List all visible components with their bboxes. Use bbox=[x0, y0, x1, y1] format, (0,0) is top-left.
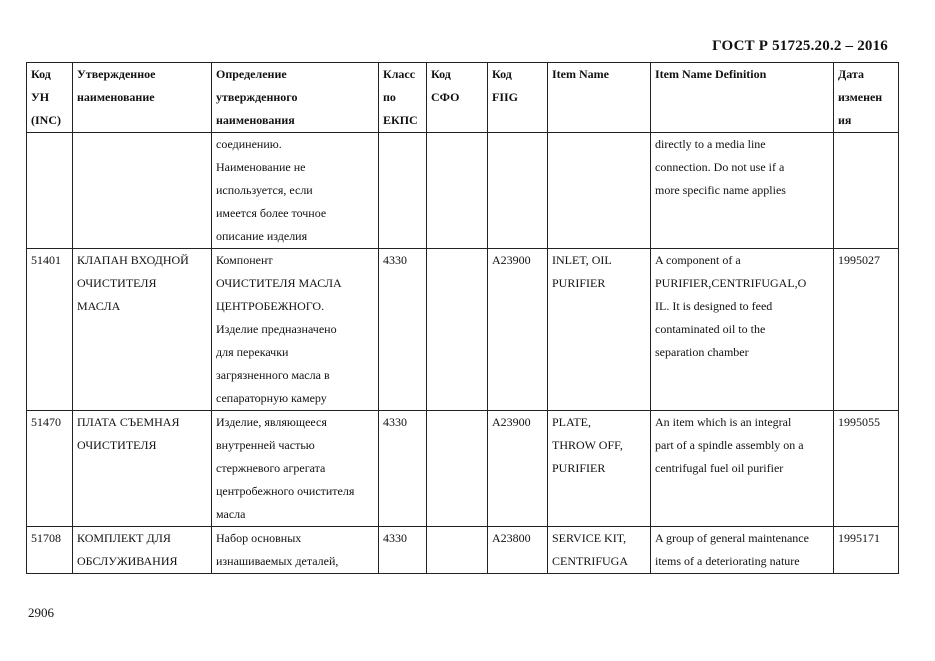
cell-line: центробежного очистителя bbox=[216, 484, 355, 498]
header-line: утвержденного bbox=[216, 90, 298, 104]
cell-line: 1995171 bbox=[838, 531, 880, 545]
cell-line: соединению. bbox=[216, 137, 282, 151]
cell-line: Наименование не bbox=[216, 160, 306, 174]
cell-line: используется, если bbox=[216, 183, 313, 197]
cell-line: КОМПЛЕКТ ДЛЯ bbox=[77, 531, 171, 545]
cell-line: directly to a media line bbox=[655, 137, 766, 151]
fiig-cell bbox=[488, 249, 548, 411]
cell-line: connection. Do not use if a bbox=[655, 160, 785, 174]
header-line: УН bbox=[31, 90, 50, 104]
header-line: Код bbox=[31, 67, 51, 81]
cell-line: 4330 bbox=[383, 253, 407, 267]
header-line: наименование bbox=[77, 90, 155, 104]
item-name-cell bbox=[548, 249, 651, 411]
cell-line: A23900 bbox=[492, 415, 531, 429]
change-date-cell bbox=[834, 527, 899, 574]
cell-line: масла bbox=[216, 507, 246, 521]
cell-line: загрязненного масла в bbox=[216, 368, 330, 382]
header-line: Item Name Definition bbox=[655, 67, 767, 81]
header-line: СФО bbox=[431, 90, 460, 104]
cell-line: внутренней частью bbox=[216, 438, 315, 452]
definition-cell bbox=[212, 249, 379, 411]
header-line: Утвержденное bbox=[77, 67, 156, 81]
header-col-fiig bbox=[488, 63, 548, 133]
table-row bbox=[27, 133, 899, 249]
header-col-item-name bbox=[548, 63, 651, 133]
header-line: Дата bbox=[838, 67, 864, 81]
definition-cell bbox=[212, 527, 379, 574]
change-date-cell bbox=[834, 133, 899, 249]
cell-line: ОЧИСТИТЕЛЯ МАСЛА bbox=[216, 276, 342, 290]
header-line: Определение bbox=[216, 67, 287, 81]
cell-line: THROW OFF, bbox=[552, 438, 623, 452]
header-col-class bbox=[379, 63, 427, 133]
cell-line: описание изделия bbox=[216, 229, 308, 243]
cell-line: стержневого агрегата bbox=[216, 461, 326, 475]
item-name-cell bbox=[548, 411, 651, 527]
header-line: Класс bbox=[383, 67, 416, 81]
change-date-cell bbox=[834, 411, 899, 527]
sfo-cell bbox=[427, 133, 488, 249]
cell-line: 4330 bbox=[383, 531, 407, 545]
class-cell bbox=[379, 411, 427, 527]
header-line: ЕКПС bbox=[383, 113, 418, 127]
header-line: FIIG bbox=[492, 90, 519, 104]
item-definition-cell bbox=[651, 133, 834, 249]
header-col-change-date bbox=[834, 63, 899, 133]
standard-designation: ГОСТ Р 51725.20.2 – 2016 bbox=[712, 38, 888, 54]
cell-line: 1995027 bbox=[838, 253, 880, 267]
cell-line: 51401 bbox=[31, 253, 61, 267]
cell-line: Изделие, являющееся bbox=[216, 415, 327, 429]
definition-cell bbox=[212, 411, 379, 527]
cell-line: part of a spindle assembly on a bbox=[655, 438, 804, 452]
cell-line: изнашиваемых деталей, bbox=[216, 554, 339, 568]
cell-line: items of a deteriorating nature bbox=[655, 554, 800, 568]
inc-cell bbox=[27, 133, 73, 249]
cell-line: CENTRIFUGA bbox=[552, 554, 629, 568]
item-definition-cell bbox=[651, 411, 834, 527]
inc-cell bbox=[27, 249, 73, 411]
item-definition-cell bbox=[651, 249, 834, 411]
cell-line: имеется более точное bbox=[216, 206, 327, 220]
item-definition-cell bbox=[651, 527, 834, 574]
header-line: изменен bbox=[838, 90, 883, 104]
definition-cell bbox=[212, 133, 379, 249]
cell-line: PURIFIER bbox=[552, 461, 606, 475]
cell-line: contaminated oil to the bbox=[655, 322, 766, 336]
cell-line: IL. It is designed to feed bbox=[655, 299, 773, 313]
header-line: (INC) bbox=[31, 113, 61, 127]
cell-line: МАСЛА bbox=[77, 299, 121, 313]
header-col-item-definition bbox=[651, 63, 834, 133]
change-date-cell bbox=[834, 249, 899, 411]
sfo-cell bbox=[427, 249, 488, 411]
cell-line: separation chamber bbox=[655, 345, 749, 359]
cell-line: Изделие предназначено bbox=[216, 322, 337, 336]
approved-name-cell bbox=[73, 133, 212, 249]
cell-line: A group of general maintenance bbox=[655, 531, 809, 545]
header-line: Код bbox=[431, 67, 451, 81]
class-cell bbox=[379, 133, 427, 249]
approved-name-cell bbox=[73, 411, 212, 527]
table-row bbox=[27, 411, 899, 527]
cell-line: 1995055 bbox=[838, 415, 880, 429]
cell-line: ОЧИСТИТЕЛЯ bbox=[77, 438, 157, 452]
cell-line: A23900 bbox=[492, 253, 531, 267]
cell-line: 4330 bbox=[383, 415, 407, 429]
cell-line: centrifugal fuel oil purifier bbox=[655, 461, 784, 475]
header-line: Item Name bbox=[552, 67, 609, 81]
approved-name-cell bbox=[73, 527, 212, 574]
cell-line: PLATE, bbox=[552, 415, 591, 429]
cell-line: PURIFIER bbox=[552, 276, 606, 290]
sfo-cell bbox=[427, 527, 488, 574]
header-col-definition bbox=[212, 63, 379, 133]
fiig-cell bbox=[488, 527, 548, 574]
cell-line: PURIFIER,CENTRIFUGAL,O bbox=[655, 276, 807, 290]
header-line: наименования bbox=[216, 113, 295, 127]
cell-line: Набор основных bbox=[216, 531, 302, 545]
item-name-cell bbox=[548, 133, 651, 249]
cell-line: ОБСЛУЖИВАНИЯ bbox=[77, 554, 178, 568]
cell-line: ЦЕНТРОБЕЖНОГО. bbox=[216, 299, 325, 313]
approved-name-cell bbox=[73, 249, 212, 411]
table-row bbox=[27, 249, 899, 411]
table-body bbox=[27, 133, 899, 574]
fiig-cell bbox=[488, 411, 548, 527]
header-col-sfo bbox=[427, 63, 488, 133]
class-cell bbox=[379, 249, 427, 411]
cell-line: A component of a bbox=[655, 253, 741, 267]
cell-line: ПЛАТА СЪЕМНАЯ bbox=[77, 415, 180, 429]
nomenclature-table bbox=[26, 62, 899, 574]
page-number: 2906 bbox=[28, 605, 54, 620]
cell-line: 51708 bbox=[31, 531, 61, 545]
header-line: Код bbox=[492, 67, 512, 81]
item-name-cell bbox=[548, 527, 651, 574]
cell-line: INLET, OIL bbox=[552, 253, 612, 267]
cell-line: для перекачки bbox=[216, 345, 289, 359]
cell-line: An item which is an integral bbox=[655, 415, 792, 429]
cell-line: Компонент bbox=[216, 253, 273, 267]
cell-line: сепараторную камеру bbox=[216, 391, 327, 405]
fiig-cell bbox=[488, 133, 548, 249]
header-col-inc bbox=[27, 63, 73, 133]
cell-line: ОЧИСТИТЕЛЯ bbox=[77, 276, 157, 290]
table-row bbox=[27, 527, 899, 574]
header-col-approved-name bbox=[73, 63, 212, 133]
inc-cell bbox=[27, 411, 73, 527]
header-line: ия bbox=[838, 113, 852, 127]
inc-cell bbox=[27, 527, 73, 574]
cell-line: SERVICE KIT, bbox=[552, 531, 627, 545]
cell-line: A23800 bbox=[492, 531, 531, 545]
table-header-row bbox=[27, 63, 899, 133]
header-line: по bbox=[383, 90, 396, 104]
cell-line: 51470 bbox=[31, 415, 61, 429]
class-cell bbox=[379, 527, 427, 574]
cell-line: КЛАПАН ВХОДНОЙ bbox=[77, 253, 189, 267]
cell-line: more specific name applies bbox=[655, 183, 786, 197]
sfo-cell bbox=[427, 411, 488, 527]
